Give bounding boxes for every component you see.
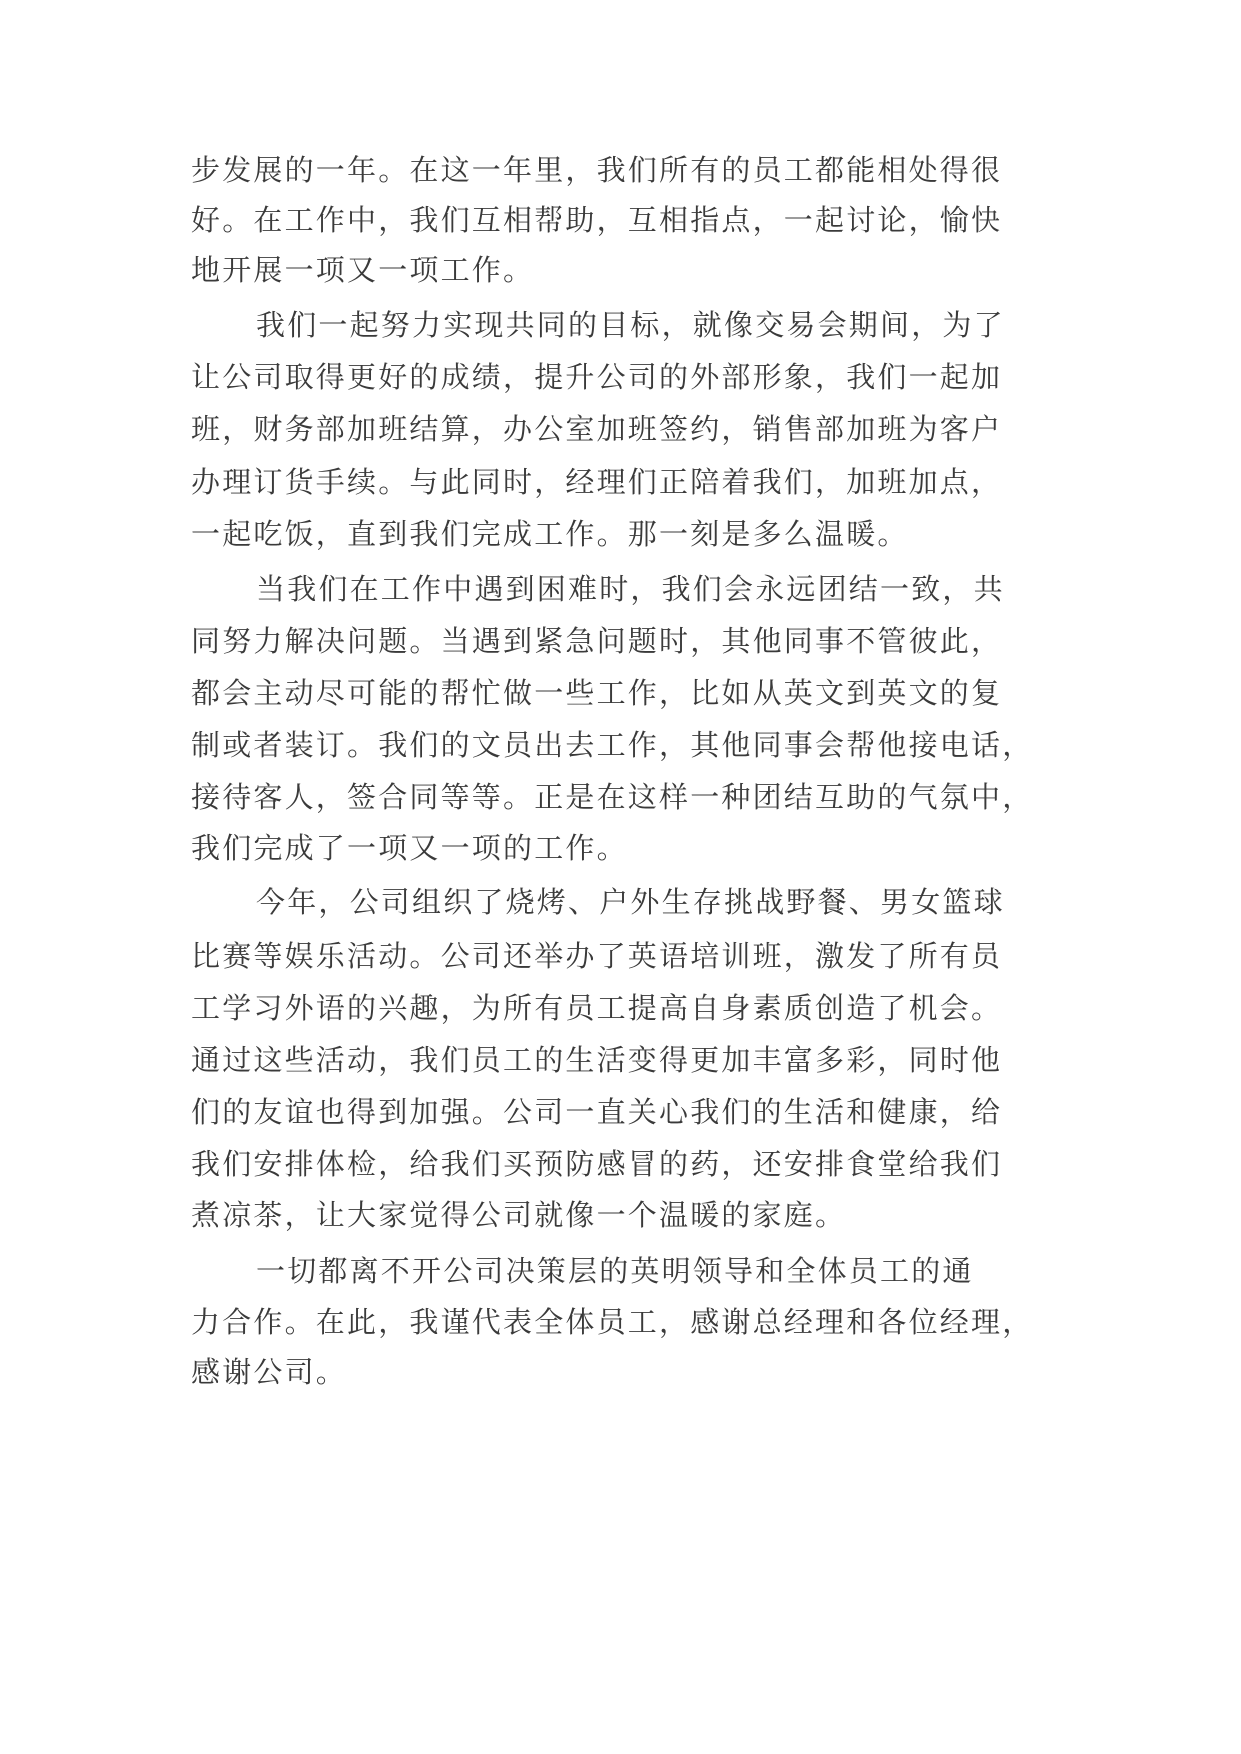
- text-line: 感谢公司。: [191, 1355, 348, 1389]
- text-line: 同努力解决问题。当遇到紧急问题时，其他同事不管彼此，: [191, 624, 1003, 658]
- text-line: 地开展一项又一项工作。: [191, 253, 535, 287]
- text-line: 步发展的一年。在这一年里，我们所有的员工都能相处得很: [191, 153, 1003, 187]
- text-line: 力合作。在此，我谨代表全体员工，感谢总经理和各位经理，: [191, 1305, 1034, 1339]
- text-line: 班，财务部加班结算，办公室加班签约，销售部加班为客户: [191, 412, 1003, 446]
- text-line: 比赛等娱乐活动。公司还举办了英语培训班，激发了所有员: [191, 939, 1003, 973]
- text-line: 当我们在工作中遇到困难时，我们会永远团结一致，共: [256, 572, 1005, 606]
- text-line: 我们完成了一项又一项的工作。: [191, 831, 628, 865]
- text-line: 接待客人，签合同等等。正是在这样一种团结互助的气氛中，: [191, 780, 1034, 814]
- text-line: 一起吃饭，直到我们完成工作。那一刻是多么温暖。: [191, 517, 909, 551]
- text-line: 让公司取得更好的成绩，提升公司的外部形象，我们一起加: [191, 360, 1003, 394]
- text-line: 今年，公司组织了烧烤、户外生存挑战野餐、男女篮球: [256, 885, 1005, 919]
- text-line: 煮凉茶，让大家觉得公司就像一个温暖的家庭。: [191, 1198, 847, 1232]
- text-line: 一切都离不开公司决策层的英明领导和全体员工的通: [256, 1254, 974, 1288]
- text-line: 工学习外语的兴趣，为所有员工提高自身素质创造了机会。: [191, 991, 1003, 1025]
- text-line: 都会主动尽可能的帮忙做一些工作，比如从英文到英文的复: [191, 676, 1003, 710]
- text-line: 通过这些活动，我们员工的生活变得更加丰富多彩，同时他: [191, 1043, 1003, 1077]
- text-line: 我们安排体检，给我们买预防感冒的药，还安排食堂给我们: [191, 1147, 1003, 1181]
- text-line: 制或者装订。我们的文员出去工作，其他同事会帮他接电话，: [191, 728, 1034, 762]
- text-line: 我们一起努力实现共同的目标，就像交易会期间，为了: [256, 308, 1005, 342]
- text-line: 们的友谊也得到加强。公司一直关心我们的生活和健康，给: [191, 1095, 1003, 1129]
- text-line: 好。在工作中，我们互相帮助，互相指点，一起讨论，愉快: [191, 203, 1003, 237]
- text-line: 办理订货手续。与此同时，经理们正陪着我们，加班加点，: [191, 465, 1003, 499]
